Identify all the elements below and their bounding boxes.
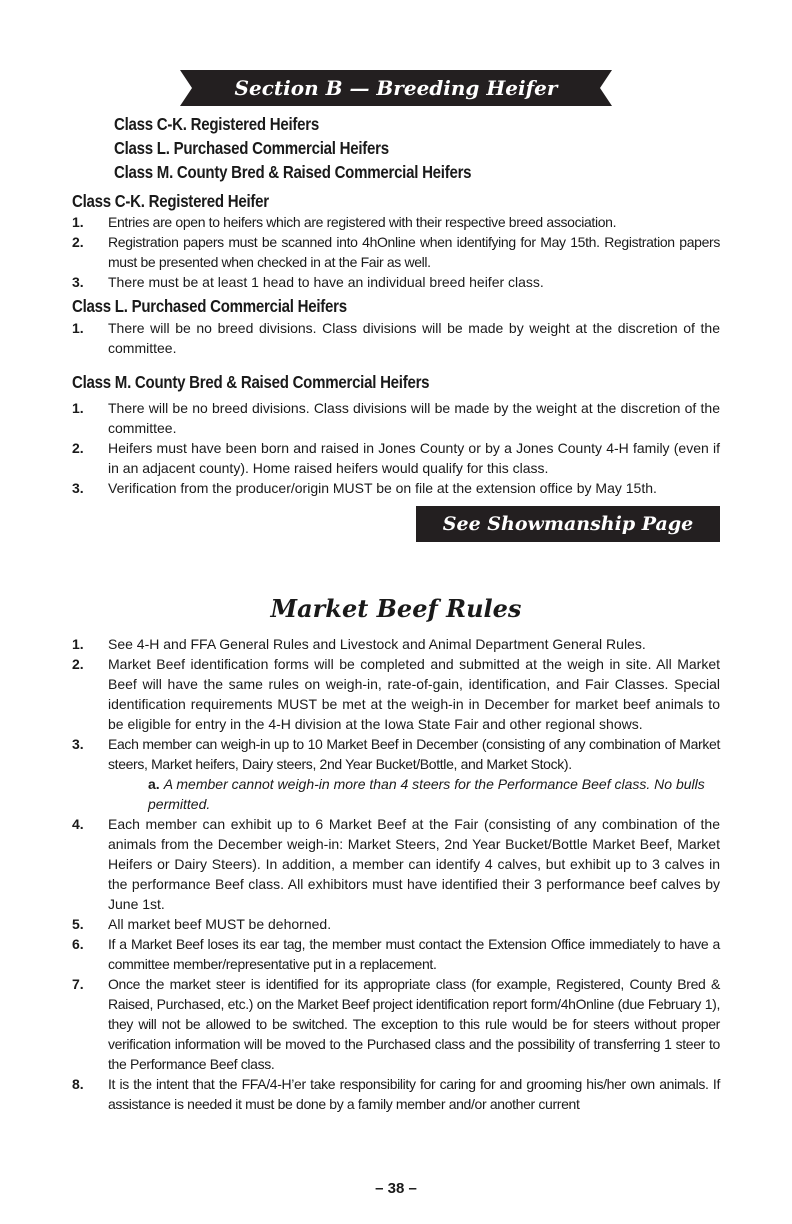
market-beef-list: [72, 634, 720, 1114]
item-number: 4.: [72, 816, 84, 832]
item-number: 6.: [72, 936, 84, 952]
sub-item-text: A member cannot weigh-in more than 4 steers for the Performance Beef class. No bulls permitted.: [148, 776, 705, 812]
list-item: [72, 398, 720, 438]
item-number: 3.: [72, 480, 84, 496]
list-item: [72, 272, 720, 292]
list-item: [72, 232, 720, 272]
class-ck-list: [72, 212, 720, 292]
class-list-item: Class C-K. Registered Heifers: [114, 114, 319, 134]
see-showmanship-box: See Showmanship Page: [416, 506, 720, 542]
list-item: [72, 634, 720, 654]
item-number: 1.: [72, 320, 84, 336]
item-text: All market beef MUST be dehorned.: [108, 916, 332, 932]
class-list-item: Class M. County Bred & Raised Commercial Heifers: [114, 162, 472, 182]
item-number: 3.: [72, 274, 84, 290]
item-number: 2.: [72, 440, 84, 456]
item-text: Registration papers must be scanned into 4hOnline when identifying for May 15th. Registration papers must be presented when checked in at the Fair as well.: [108, 234, 720, 270]
item-text: If a Market Beef loses its ear tag, the member must contact the Extension Office immediately to have a committee member/representative put in a replacement.: [108, 936, 720, 972]
sub-list-item: [148, 774, 720, 814]
class-m-list: [72, 398, 720, 498]
sub-item-letter: a.: [148, 776, 160, 792]
list-item: [72, 212, 720, 232]
page-number: – 38 –: [375, 1180, 417, 1197]
list-item: [72, 318, 720, 358]
item-number: 7.: [72, 976, 84, 992]
list-item: [72, 1074, 720, 1114]
item-number: 1.: [72, 400, 84, 416]
item-text: Market Beef identification forms will be completed and submitted at the weigh in site. All Market Beef will have the same rules on weigh-in, rate-of-gain, identification, and Fair Classes. Special identification requirements MUST be met at the weigh-in in December for market beef animals to be eligible for entry in the 4-H division at the Iowa State Fair and other regional shows.: [108, 656, 720, 732]
item-text: There will be no breed divisions. Class divisions will be made by weight at the discretion of the committee.: [108, 320, 720, 356]
item-text: It is the intent that the FFA/4-H’er take responsibility for caring for and grooming his/her own animals. If assistance is needed it must be done by a family member and/or another current: [108, 1076, 720, 1112]
section-banner: [180, 70, 612, 106]
list-item: [72, 934, 720, 974]
item-text: Each member can exhibit up to 6 Market Beef at the Fair (consisting of any combination of the animals from the December weigh-in: Market Steers, 2nd Year Bucket/Bottle Market Beef, Market Heifers or Dairy Steers). In addition, a member can identify 4 calves, but exhibit up to 3 calves in the performance Beef class. All exhibitors must have identified their 3 performance beef calves by June 1st.: [108, 816, 720, 912]
item-text: Heifers must have been born and raised in Jones County or by a Jones County 4-H family (even if in an adjacent county). Home raised heifers would qualify for this class.: [108, 440, 720, 476]
sub-list: [108, 774, 720, 814]
item-text: Once the market steer is identified for its appropriate class (for example, Registered, County Bred & Raised, Purchased, etc.) on the Market Beef project identification report form/4hOnline (due February 1), they will not be allowed to be switched. The exception to this rule would be for steers without proper verification information will be moved to the Purchased class and the possibility of transferring 1 steer to the Performance Beef class.: [108, 976, 720, 1072]
list-item: [72, 814, 720, 914]
class-l-list: [72, 318, 720, 358]
item-number: 5.: [72, 916, 84, 932]
class-list-item: Class L. Purchased Commercial Heifers: [114, 138, 389, 158]
item-text: There will be no breed divisions. Class divisions will be made by the weight at the discretion of the committee.: [108, 400, 720, 436]
class-l-heading: Class L. Purchased Commercial Heifers: [72, 296, 347, 316]
item-text: Entries are open to heifers which are registered with their respective breed association.: [108, 214, 617, 230]
list-item: [72, 654, 720, 734]
class-m-heading: Class M. County Bred & Raised Commercial Heifers: [72, 372, 430, 392]
list-item: [72, 734, 720, 814]
list-item: [72, 974, 720, 1074]
item-number: 1.: [72, 214, 84, 230]
item-number: 1.: [72, 636, 84, 652]
item-number: 3.: [72, 736, 84, 752]
list-item: [72, 478, 720, 498]
item-text: There must be at least 1 head to have an individual breed heifer class.: [108, 274, 544, 290]
market-beef-title: Market Beef Rules: [270, 594, 522, 623]
item-text: See 4-H and FFA General Rules and Livestock and Animal Department General Rules.: [108, 636, 646, 652]
item-number: 2.: [72, 234, 84, 250]
class-ck-heading: Class C-K. Registered Heifer: [72, 191, 269, 211]
class-list: [114, 112, 529, 184]
item-number: 8.: [72, 1076, 84, 1092]
list-item: [72, 438, 720, 478]
section-banner-title: Section B — Breeding Heifer: [234, 76, 558, 100]
item-text: Each member can weigh-in up to 10 Market Beef in December (consisting of any combination of Market steers, Market heifers, Dairy steers, 2nd Year Bucket/Bottle, and Market Stock).: [108, 736, 720, 772]
item-number: 2.: [72, 656, 84, 672]
list-item: [72, 914, 720, 934]
item-text: Verification from the producer/origin MUST be on file at the extension office by May 15th.: [108, 480, 657, 496]
